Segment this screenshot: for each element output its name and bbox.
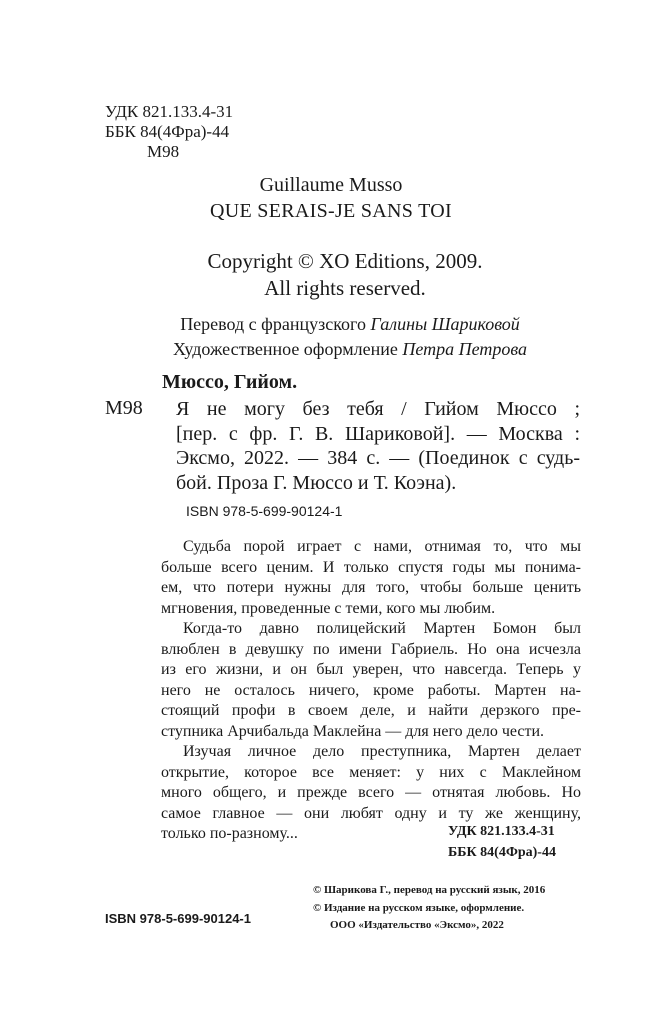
annotation-line: него не осталось ничего, кроме работы. Мартен на- — [161, 681, 581, 699]
annotation-line: много общего, и прежде всего — отнятая любовь. Но — [161, 784, 581, 801]
footer-bbk-code: ББК 84(4Фра)-44 — [448, 845, 556, 860]
translation-rights: © Шарикова Г., перевод на русский язык, 2016 — [313, 884, 546, 896]
isbn-footer: ISBN 978-5-699-90124-1 — [105, 911, 251, 926]
footer-udk-code: УДК 821.133.4-31 — [448, 824, 555, 839]
annotation-line: ем, что потери нужны для того, чтобы больше ценить — [161, 579, 581, 596]
bibliographic-line: [пер. с фр. Г. В. Шариковой]. — Москва : — [176, 422, 580, 445]
annotation — [161, 537, 581, 845]
annotation-line: больше всего ценим. И только спустя годы мы понима- — [161, 558, 581, 576]
bibliographic-code: М98 — [105, 397, 143, 419]
annotation-line: Когда-то давно полицейский Мартен Бомон был — [183, 620, 581, 637]
copyright-line: Copyright © XO Editions, 2009. — [207, 249, 483, 273]
copyright-block — [140, 248, 550, 302]
annotation-line: только по-разному... — [161, 825, 298, 842]
bibliographic-author: Мюссо, Гийом. — [162, 371, 298, 393]
bibliographic-line: Я не могу без тебя / Гийом Мюссо ; — [176, 398, 580, 420]
annotation-line: Судьба порой играет с нами, отнимая то, что мы — [183, 538, 581, 555]
rights-reserved-line: All rights reserved. — [264, 276, 426, 300]
bibliographic-description — [176, 397, 580, 495]
annotation-line: мгновения, проведенные с теми, кого мы любим. — [161, 599, 496, 617]
footer-classification-codes — [448, 821, 556, 863]
designer-name: Петра Петрова — [402, 339, 528, 359]
translator-name: Галины Шариковой — [370, 314, 520, 334]
credits-block — [110, 312, 590, 362]
design-credit: Художественное оформление Петра Петрова — [172, 339, 528, 359]
annotation-line: влюблен в девушку по имени Габриель. Но она исчезла — [161, 640, 581, 658]
annotation-line: из его жизни, и он был уверен, что навсегда. Теперь у — [161, 661, 581, 678]
rights-block — [313, 882, 545, 935]
udk-code: УДК 821.133.4-31 — [105, 102, 234, 121]
classification-codes — [105, 102, 233, 162]
annotation-line: открытие, которое все меняет: у них с Маклейном — [161, 763, 581, 781]
translator-credit: Перевод с французского Галины Шариковой — [180, 314, 520, 334]
original-author: Guillaume Musso — [259, 174, 403, 196]
bbk-code: ББК 84(4Фра)-44 — [105, 122, 230, 141]
annotation-line: Изучая личное дело преступника, Мартен делает — [183, 743, 581, 760]
annotation-line: стоящий профи в своем деле, и найти дерзкого пре- — [161, 702, 581, 719]
isbn: ISBN 978-5-699-90124-1 — [186, 503, 343, 519]
original-title: QUE SERAIS-JE SANS TOI — [209, 200, 452, 222]
author-mark: М98 — [147, 142, 180, 161]
publisher-rights: ООО «Издательство «Эксмо», 2022 — [330, 919, 504, 931]
bibliographic-line: бой. Проза Г. Мюссо и Т. Коэна). — [176, 471, 457, 494]
bibliographic-line: Эксмо, 2022. — 384 с. — (Поединок с судь- — [176, 447, 580, 469]
annotation-line: ступника Арчибальда Маклейна — для него дело чести. — [161, 722, 545, 740]
edition-rights: © Издание на русском языке, оформление. — [313, 901, 525, 914]
annotation-line: самое главное — они любят одну и ту же женщину, — [161, 804, 581, 822]
